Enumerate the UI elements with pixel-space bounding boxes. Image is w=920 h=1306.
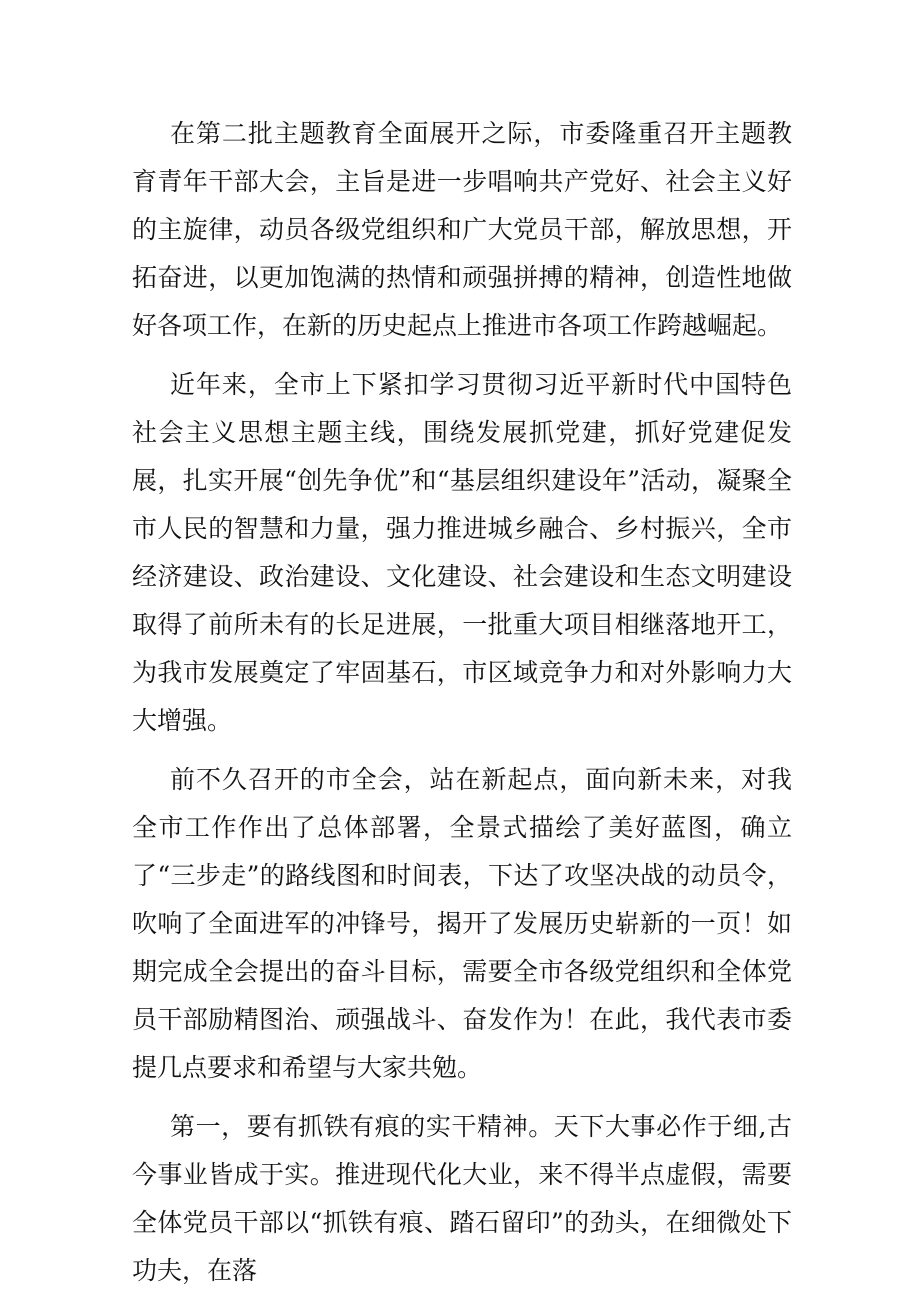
paragraph-3: 前不久召开的市全会，站在新起点，面向新未来，对我全市工作作出了总体部署，全景式描绘了美好蓝图，确立了“三步走”的路线图和时间表，下达了攻坚决战的动员令，吹响了全面进军的冲锋号，揭开了发展历史崭新的一页！如期完成全会提出的奋斗目标，需要全市各级党组织和全体党员干部励精图治、顽强战斗、奋发作为！在此，我代表市委提几点要求和希望与大家共勉。 — [132, 765, 792, 1082]
paragraph-4: 第一，要有抓铁有痕的实干精神。天下大事必作于细,古今事业皆成于实。推进现代化大业，来不得半点虚假，需要全体党员干部以“抓铁有痕、踏石留印”的劲头，在细微处下功夫，在落 — [132, 1112, 792, 1285]
document-body — [132, 110, 792, 1306]
paragraph-1: 在第二批主题教育全面展开之际，市委隆重召开主题教育青年干部大会，主旨是进一步唱响共产党好、社会主义好的主旋律，动员各级党组织和广大党员干部，解放思想，开拓奋进，以更加饱满的热情和顽强拼搏的精神，创造性地做好各项工作，在新的历史起点上推进市各项工作跨越崛起。 — [132, 119, 792, 340]
paragraph-2: 近年来，全市上下紧扣学习贯彻习近平新时代中国特色社会主义思想主题主线，围绕发展抓党建，抓好党建促发展，扎实开展“创先争优”和“基层组织建设年”活动，凝聚全市人民的智慧和力量，强力推进城乡融合、乡村振兴，全市经济建设、政治建设、文化建设、社会建设和生态文明建设取得了前所未有的长足进展，一批重大项目相继落地开工，为我市发展奠定了牢固基石，市区域竞争力和对外影响力大大增强。 — [132, 370, 792, 735]
